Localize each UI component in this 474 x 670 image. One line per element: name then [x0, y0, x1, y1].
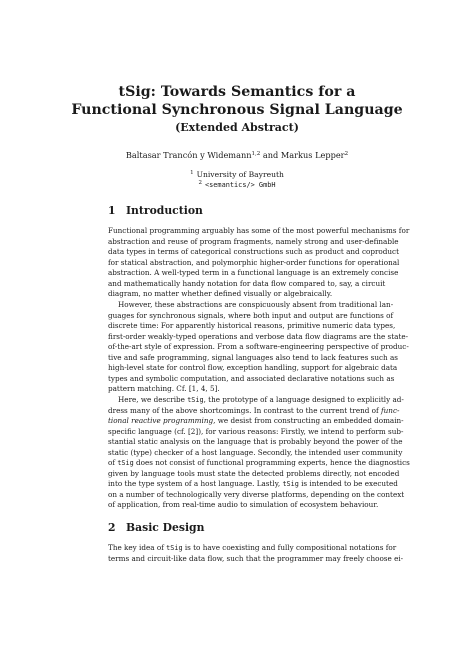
intro-paragraph-3	[108, 395, 410, 511]
tsig-name: tSig	[187, 396, 204, 404]
text-run: is to have coexisting and fully compositional notations for	[182, 543, 397, 552]
tsig-name: tSig	[117, 459, 134, 468]
text-run: dress many of the above shortcomings. In contrast to the current trend of	[108, 405, 381, 415]
section-number: 2	[108, 521, 116, 534]
text-line: of-the-art style of expression. From a software-engineering perspective of produc-	[108, 342, 409, 352]
text-line: static (type) checker of a host language. Secondly, the intended user community	[108, 447, 403, 457]
text-line: data types in terms of categorical constructions such as product and coproduct	[108, 247, 399, 257]
text-run: , we desist from constructing an embedded domain-	[213, 416, 404, 426]
text-run: does not consist of functional programming experts, hence the diagnostics	[133, 458, 410, 468]
title-line-2: Functional Synchronous Signal Language	[71, 102, 403, 118]
affiliation-2-mark: 2	[198, 180, 202, 186]
text-line: diagram, no matter whether defined visually or algebraically.	[108, 289, 333, 299]
text-run: , the prototype of a language designed to explicitly ad-	[203, 395, 404, 404]
text-line: abstraction. A well-typed term in a functional language is an extremely concise	[108, 268, 399, 278]
affiliation-1-mark: 1	[190, 170, 194, 176]
text-line: pattern matching. Cf. [1, 4, 5].	[108, 384, 220, 394]
tsig-name: tSig	[282, 480, 299, 489]
text-line: and mathematically handy notation for data flow compared to, say, a circuit	[108, 278, 386, 288]
text-line: given by language tools must state the detected problems directly, not encoded	[108, 468, 400, 478]
text-line: Functional programming arguably has some of the most powerful mechanisms for	[108, 226, 410, 235]
text-line: However, these abstractions are conspicuously absent from traditional lan-	[118, 300, 394, 309]
text-line: discrete time: For apparently historical reasons, primitive numeric data types,	[108, 321, 396, 331]
section-heading-basic-design	[108, 521, 204, 534]
section-heading-introduction	[108, 204, 203, 217]
author-joiner: and	[260, 150, 281, 160]
intro-paragraph-2	[108, 300, 409, 395]
text-line: of application, from real-time audio to simulation of ecosystem behaviour.	[108, 500, 379, 510]
text-line	[108, 479, 398, 490]
text-line: specific language (cf. [2]), for various reasons: Firstly, we intend to perform sub-	[108, 426, 404, 436]
text-line	[108, 416, 404, 427]
text-line: on a number of technologically very diverse platforms, depending on the context	[108, 489, 405, 499]
text-run: of	[108, 458, 118, 468]
text-line: guages for synchronous signals, where both input and output are functions of	[108, 310, 394, 320]
text-line: for statical abstraction, and polymorphic higher-order functions for operational	[108, 257, 400, 267]
affiliation-2-text: <semantics/> GmbH	[204, 181, 276, 189]
section-title: Basic Design	[126, 521, 205, 534]
basic-design-paragraph	[108, 543, 404, 564]
text-line: tive and safe programming, signal languages also tend to lack features such as	[108, 352, 398, 362]
paper-title	[40, 83, 434, 119]
text-line	[108, 458, 410, 469]
affiliation-2	[40, 178, 434, 190]
text-line: types and symbolic computation, and associated declarative notations such as	[108, 373, 395, 383]
text-run: Here, we describe	[118, 395, 188, 404]
author-1-marks: 1,2	[251, 151, 261, 157]
text-run: into the type system of a host language. Lastly,	[108, 479, 283, 489]
affiliation-1-text: University of Bayreuth	[196, 170, 284, 179]
text-line: high-level state for control flow, exception handling, support for algebraic data	[108, 363, 398, 373]
text-line	[108, 395, 404, 406]
text-line: terms and circuit-like data flow, such that the programmer may freely choose ei-	[108, 553, 404, 563]
section-title: Introduction	[126, 204, 203, 217]
paper-subtitle: (Extended Abstract)	[175, 121, 299, 134]
author-1: Baltasar Trancón y Widemann	[125, 150, 252, 160]
intro-paragraph-1	[108, 226, 410, 300]
title-line-1: tSig: Towards Semantics for a	[118, 84, 356, 100]
section-number: 1	[108, 204, 116, 217]
text-line: stantial static analysis on the language that is probably beyond the power of the	[108, 437, 403, 447]
text-line	[108, 543, 397, 554]
text-run: is intended to be executed	[298, 479, 398, 489]
tsig-name: tSig	[166, 544, 183, 552]
author-line	[40, 149, 434, 161]
author-2: Markus Lepper	[280, 150, 345, 160]
text-run: The key idea of	[108, 543, 167, 552]
text-line: first-order weakly-typed operations and verbose data flow diagrams are the state-	[108, 331, 409, 341]
text-line: abstraction and reuse of program fragments, namely strong and user-definable	[108, 236, 399, 246]
text-line	[108, 405, 400, 417]
emphasis: func-	[380, 405, 400, 415]
author-2-marks: 2	[344, 151, 349, 157]
emphasis: tional reactive programming	[108, 416, 214, 426]
